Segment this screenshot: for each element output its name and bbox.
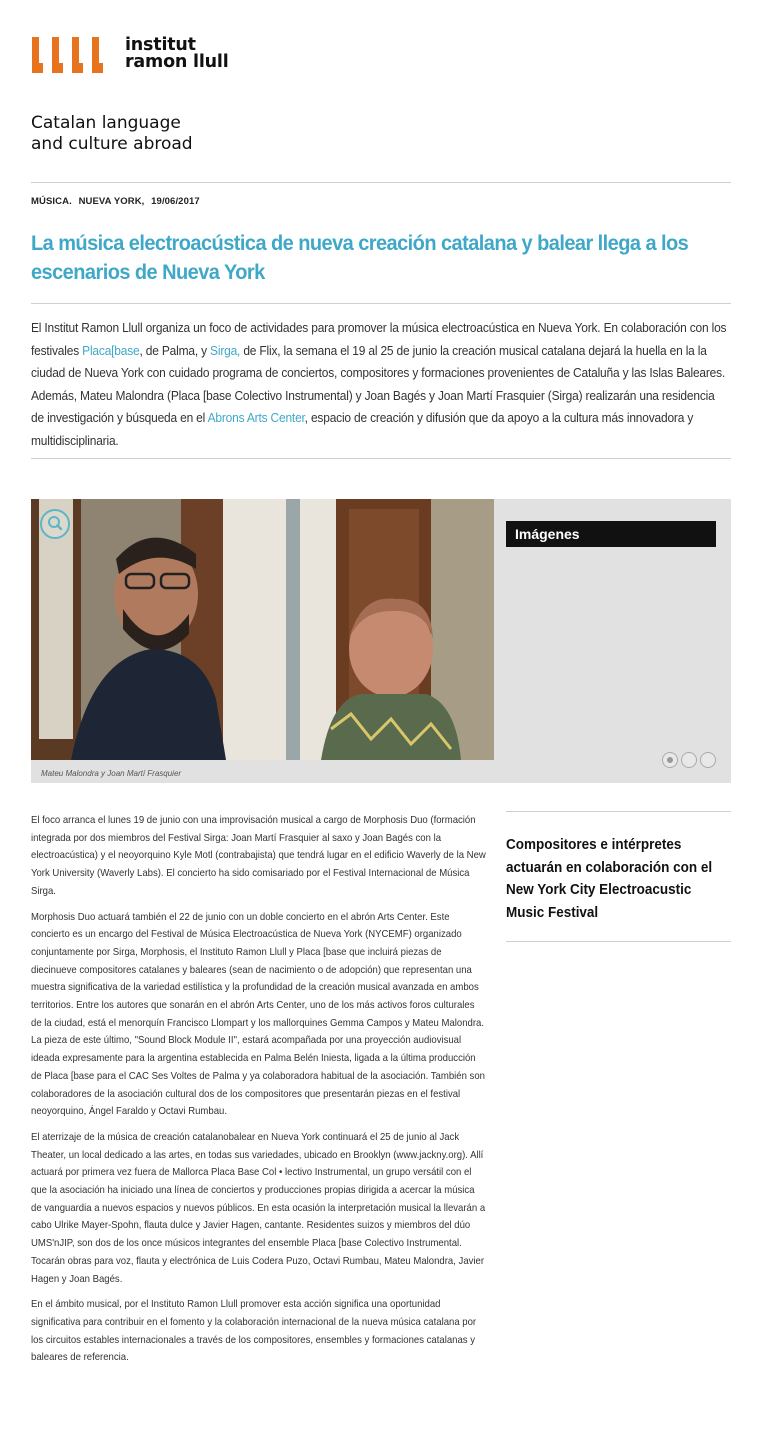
article-paragraph: Morphosis Duo actuará también el 22 de junio con un doble concierto en el abrón Arts Center. Este concierto es un encargo del Festival de Música Electroacústica de Nueva York (NYCEMF) organizado conjuntamente por Sirga, Morphosis, el Instituto Ramon Llull y Placa [base que incluirá piezas de diecinueve compositores catalanes y baleares (sean de nacimiento o de adopción) que representan una muestra significativa de la variedad estilística y la profundidad de la creación musical avanzada en ambos territorios. Entre los autores que sonarán en el abrón Arts Center, uno de los más activos foros culturales de la ciudad, está el menorquín Francisco Llompart y los mallorquines Gemma Campos y Mateu Malondra. La pieza de este último, "Sound Block Module II", estará acompañada por una proyección audiovisual ideada expresamente para la argentina establecida en Palma Belén Iniesta, ligada a la última producción de Placa [base para el CAC Ses Voltes de Palma y ya colaboradora habitual de la asociación. También son colaboradores de la asociación cultural dos de los compositores que presentarán piezas en el festival neoyorquino, Ángel Faraldo y Octavi Rumbau. — [31, 910, 485, 1118]
article-category[interactable]: MÚSICA. — [31, 196, 72, 207]
gallery-photo[interactable] — [31, 499, 494, 760]
intro-text: de Flix, la semana el 19 al 25 de junio la creación musical catalana dejará la huella en la la ciudad de Nueva York con cuidado programa de conciertos, compositores y formaciones provenientes de Cataluña y las Islas Baleares. Además, Mateu Malondra (Placa [base Colectivo Instrumental) y Joan Bagés y Joan Martí Frasquier (Sirga) realizarán una residencia de investigación y búsqueda en el — [31, 342, 726, 425]
divider — [31, 458, 731, 459]
slide-dot-3[interactable] — [700, 752, 716, 768]
article-body — [31, 812, 486, 1375]
llll-logo-mark — [31, 36, 113, 74]
article-paragraph: El aterrizaje de la música de creación catalanobalear en Nueva York continuará el 25 de junio al Jack Theater, un local dedicado a las artes, en todas sus variedades, ubicado en Brooklyn (www.jackny.org). Allí actuará por primera vez fuera de Mallorca Placa Base Col • lectivo Instrumental, un grupo versátil con el que la asociación ha iniciado una línea de conciertos y producciones propias dirigida a acercar la música de vanguardia a nuevos espacios y nuevos públicos. En esta ocasión la interpretación musical la llevarán a cabo Ulrike Mayer-Spohn, flauta dulce y Javier Hagen, cantante. Residentes suizos y miembros del dúo UMS'nJIP, son dos de los once músicos integrantes del ensemble Placa [base Colectivo Instrumental. Tocarán obras para voz, flauta y electrónica de Luis Codera Puzo, Octavi Rumbau, Mateu Malondra, Javier Hagen y Joan Bagés. — [31, 1130, 486, 1285]
logo-line-1: institut — [125, 35, 196, 55]
institut-ramon-llull-logo[interactable] — [31, 36, 731, 74]
sirga-link[interactable]: Sirga, — [210, 342, 241, 358]
intro-text: , espacio de creación y difusión que da apoyo a la cultura más innovadora y multidisciplinaria. — [31, 410, 694, 448]
gallery-title: Imágenes — [506, 521, 716, 547]
photo-caption: Mateu Malondra y Joan Martí Frasquier — [41, 769, 182, 778]
divider — [31, 182, 731, 183]
article-paragraph: En el ámbito musical, por el Instituto Ramon Llull promover esta acción significa una oportunidad significativa para contribuir en el fomento y la colaboración internacional de la nueva música catalana por los circuitos estables internacionales a través de los compositores, ensembles y formaciones catalanas y baleares de referencia. — [31, 1298, 477, 1364]
zoom-button[interactable] — [40, 509, 70, 539]
magnifier-icon — [42, 511, 68, 537]
divider — [31, 303, 731, 304]
divider — [506, 811, 731, 812]
article-paragraph: El foco arranca el lunes 19 de junio con una improvisación musical a cargo de Morphosis Duo (formación integrada por dos miembros del Festival Sirga: Joan Martí Frasquier al saxo y Joan Bagés con la electroacústica) y el neoyorquino Kyle Motl (contrabajista) que tendrá lugar en el edificio Waverly de la New York University (Waverly Labs). El concierto ha sido comisariado por el Festival Internacional de Música Sirga. — [31, 814, 486, 897]
slider-pagination — [662, 752, 716, 768]
aside-highlight: Compositores e intérpretes actuarán en colaboración con el New York City Electroacustic Music Festival — [506, 837, 713, 921]
logo-line-2: ramon llull — [125, 52, 229, 72]
article-location[interactable]: NUEVA YORK, — [78, 196, 145, 207]
tagline-line-1: Catalan language — [31, 113, 181, 133]
divider — [506, 941, 731, 942]
tagline-line-2: and culture abroad — [31, 134, 193, 154]
slide-dot-2[interactable] — [681, 752, 697, 768]
article-meta — [31, 196, 204, 207]
abrons-arts-center-link[interactable]: Abrons Arts Center — [207, 410, 305, 425]
article-date: 19/06/2017 — [151, 196, 200, 207]
article-intro — [31, 317, 730, 452]
intro-text: El Institut Ramon Llull organiza un foco de actividades para promover la música electroacústica en Nueva York. En colaboración con los festivales — [31, 320, 727, 358]
site-header — [31, 35, 731, 154]
placa-base-link[interactable]: Placa[base — [82, 342, 140, 358]
article-title: La música electroacústica de nueva creación catalana y balear llega a los escenarios de Nueva York — [31, 231, 689, 284]
image-gallery — [31, 499, 731, 783]
site-tagline — [31, 113, 193, 155]
intro-text: , de Palma, y — [139, 342, 211, 358]
photo-illustration — [31, 499, 494, 760]
logo-wordmark — [125, 37, 229, 71]
slide-dot-1[interactable] — [662, 752, 678, 768]
